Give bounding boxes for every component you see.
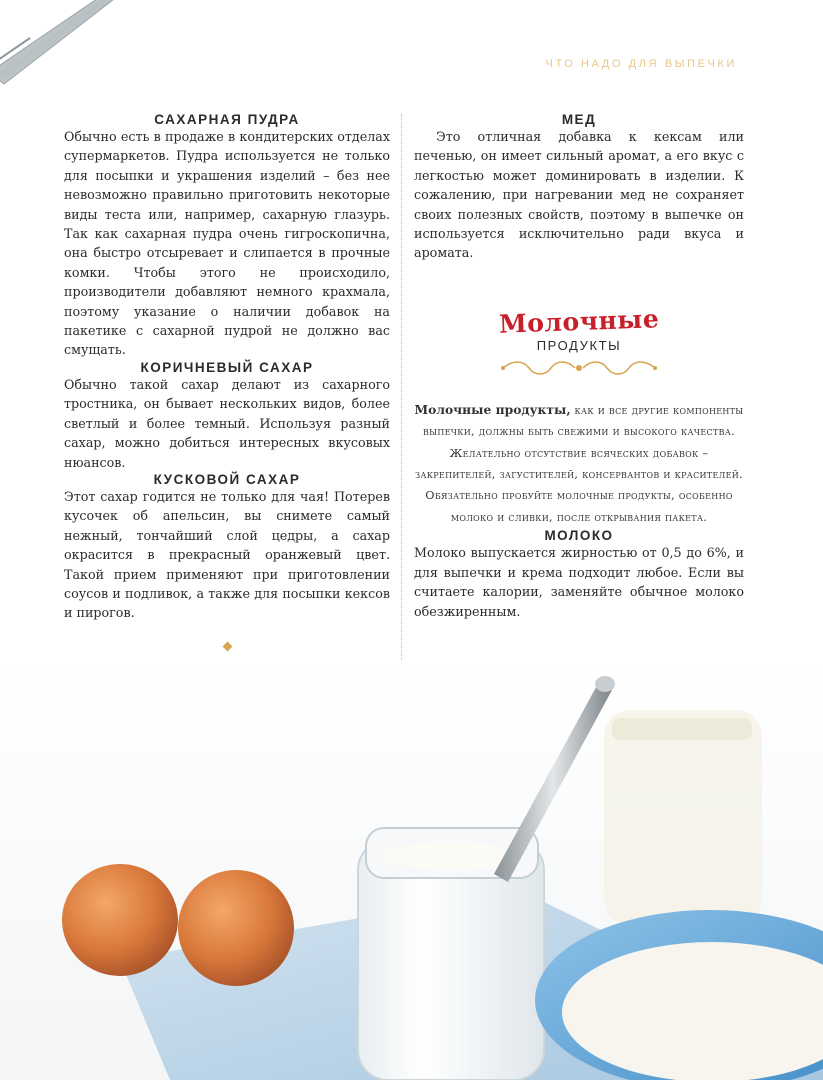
dairy-title-small: ПРОДУКТЫ <box>536 337 622 353</box>
lump-sugar-heading: КУСКОВОЙ САХАР <box>153 471 301 487</box>
brown-sugar-text: Обычно такой сахар делают из сахарного тростника, он бывает нескольких видов, более светлый и более темный. Используя разный сахар, можно добиться интересных вкусовых нюансов. <box>64 376 390 470</box>
powdered-sugar-text: Обычно есть в продаже в кондитерских отделах супермаркетов. Пудра используется не только для посыпки и украшения изделий – без нее невозможно правильно приготовить некоторые виды теста или, например, сахарную глазурь. Так как сахарная пудра очень гигроскопична, она быстро отсыревает и слипается в прочные комки. Чтобы этого не происходило, производители добавляют немного крахмала, поэтому указание о наличии добавок на пакетике с сахарной пудрой не должно вас смущать. <box>64 129 390 358</box>
honey-heading: МЕД <box>561 112 597 127</box>
dairy-section-title <box>414 304 744 377</box>
column-divider <box>401 114 402 746</box>
dairy-intro <box>414 399 744 528</box>
flourish-ornament-icon <box>499 359 659 377</box>
honey-text: Это отличная добавка к кексам или печенью, он имеет сильный аромат, а его вкус с легкостью может доминировать в изделии. К сожалению, при нагревании мед не сохраняет своих полезных свойств, поэтому в выпечке он используется исключительно ради вкуса и аромата. <box>414 129 744 261</box>
milk-heading: МОЛОКО <box>544 528 614 544</box>
dairy-intro-rest: как и все другие компоненты выпечки, должны быть свежими и высокого качества. Желательно отсутствие всяческих добавок – закрепителей, загустителей, консервантов и красителей. Обязательно пробуйте молочные продукты, особенно молоко и сливки, после открывания пакета. <box>415 403 744 524</box>
lump-sugar-text: Этот сахар годится не только для чая! Потерев кусочек об апельсин, вы снимете самый нежный, тончайший слой цедры, а сахар окрасится в прекрасный оранжевый цвет. Такой прием применяют при приготовлении соусов и подливок, а также для посыпки кексов и пирогов. <box>64 488 390 621</box>
dairy-photo <box>0 660 823 1080</box>
dairy-title-big: Молочные <box>498 304 660 339</box>
milk-text: Молоко выпускается жирностью от 0,5 до 6%, и для выпечки и крема подходит любое. Если вы считаете калории, заменяйте обычное молоко обезжиренным. <box>414 545 744 619</box>
right-column <box>414 112 744 621</box>
diamond-ornament-top <box>222 641 232 651</box>
brown-sugar-heading: КОРИЧНЕВЫЙ САХАР <box>140 359 314 375</box>
dairy-intro-lead: Молочные продукты, <box>414 401 571 417</box>
knife-image <box>0 0 130 90</box>
powdered-sugar-heading: САХАРНАЯ ПУДРА <box>154 112 300 127</box>
running-head: ЧТО НАДО ДЛЯ ВЫПЕЧКИ <box>545 58 737 70</box>
